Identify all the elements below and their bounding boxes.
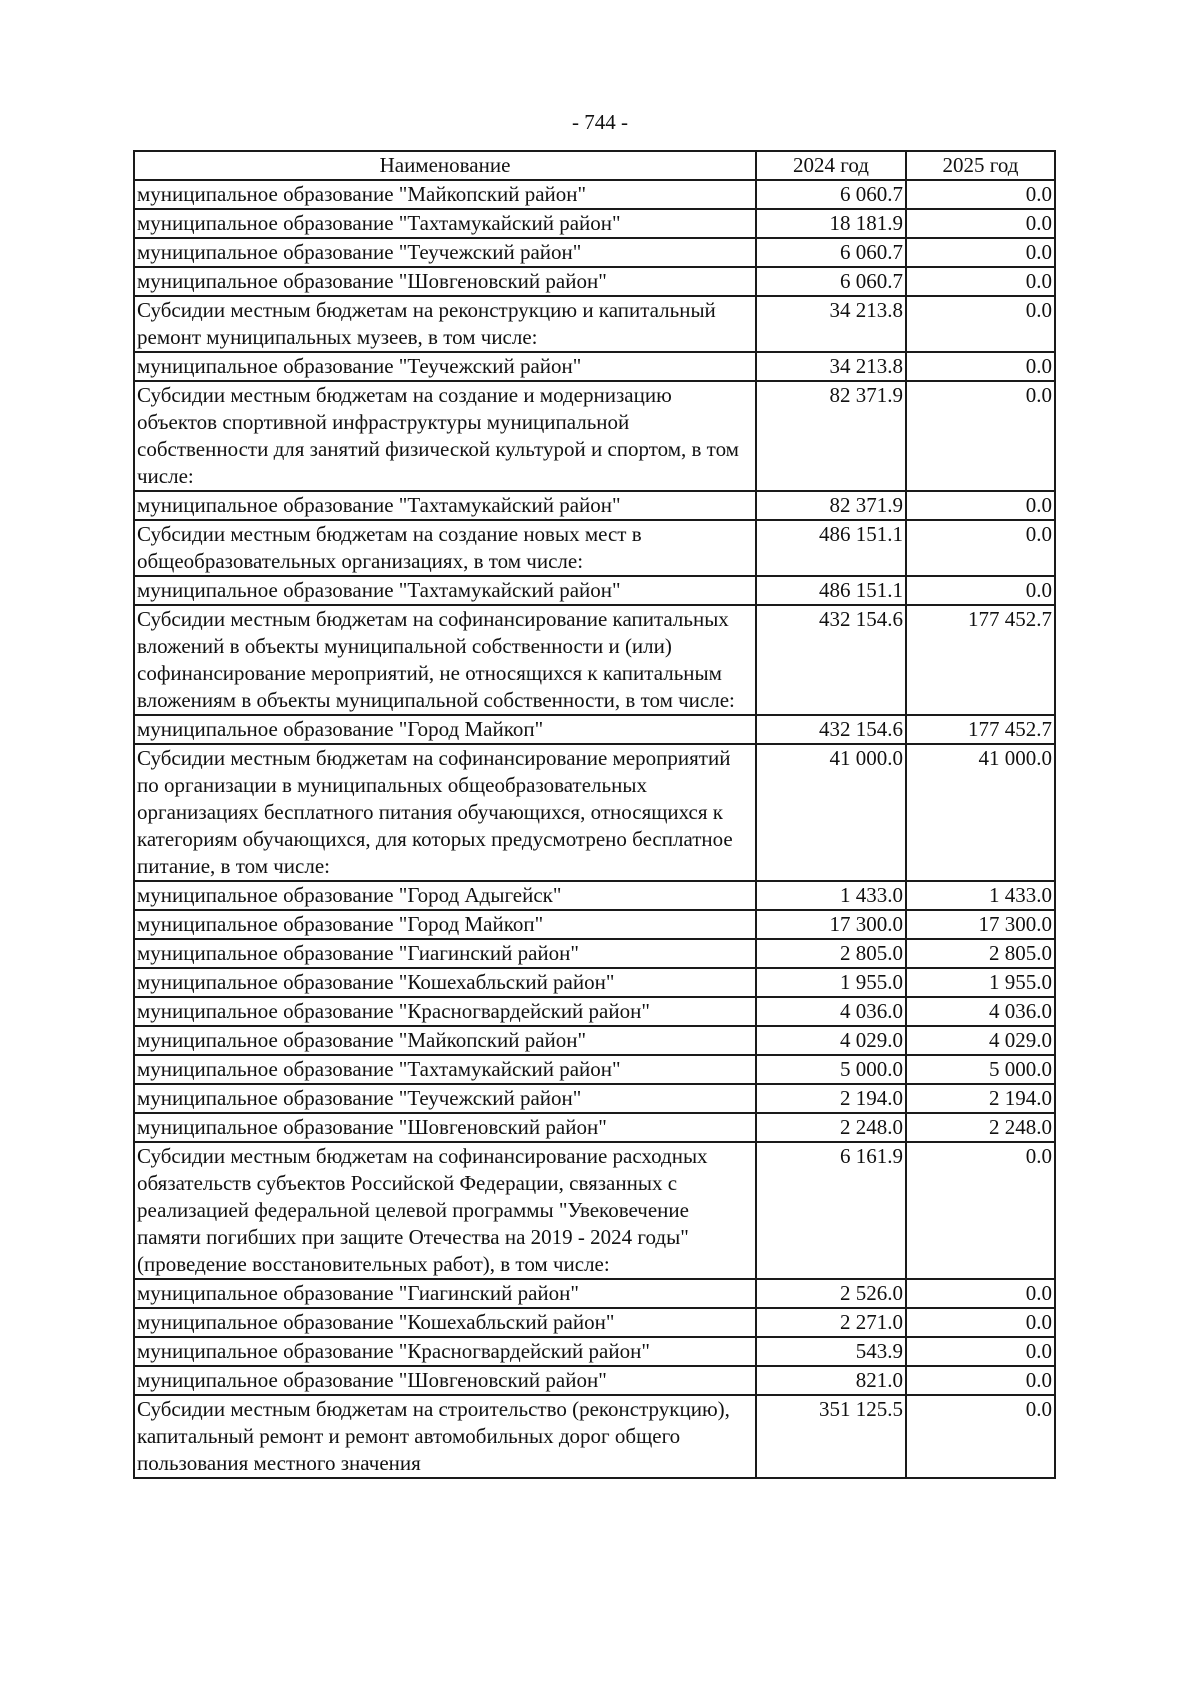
table-row xyxy=(134,576,1055,605)
table-row xyxy=(134,997,1055,1026)
row-value-2025: 0.0 xyxy=(906,1395,1055,1478)
table-row xyxy=(134,352,1055,381)
row-value-2025: 0.0 xyxy=(906,352,1055,381)
table-row xyxy=(134,1337,1055,1366)
row-value-2025: 4 036.0 xyxy=(906,997,1055,1026)
row-value-2024: 4 036.0 xyxy=(756,997,906,1026)
row-value-2025: 177 452.7 xyxy=(906,605,1055,715)
row-value-2024: 17 300.0 xyxy=(756,910,906,939)
row-value-2024: 486 151.1 xyxy=(756,520,906,576)
row-value-2025: 0.0 xyxy=(906,238,1055,267)
row-value-2024: 1 955.0 xyxy=(756,968,906,997)
table-row xyxy=(134,238,1055,267)
column-header-2024: 2024 год xyxy=(756,151,906,180)
row-value-2024: 486 151.1 xyxy=(756,576,906,605)
row-value-2024: 2 805.0 xyxy=(756,939,906,968)
table-row xyxy=(134,1308,1055,1337)
column-header-2025: 2025 год xyxy=(906,151,1055,180)
row-value-2024: 821.0 xyxy=(756,1366,906,1395)
row-value-2025: 0.0 xyxy=(906,296,1055,352)
row-value-2024: 543.9 xyxy=(756,1337,906,1366)
row-value-2025: 0.0 xyxy=(906,381,1055,491)
table-row xyxy=(134,1113,1055,1142)
row-name: муниципальное образование "Город Майкоп" xyxy=(134,910,756,939)
row-name: муниципальное образование "Кошехабльский район" xyxy=(134,1308,756,1337)
row-value-2024: 432 154.6 xyxy=(756,715,906,744)
row-name: Субсидии местным бюджетам на софинансирование мероприятий по организации в муниципальных общеобразовательных организациях бесплатного питания обучающихся, относящихся к категориям обучающихся, для которых предусмотрено бесплатное питание, в том числе: xyxy=(134,744,756,881)
table-row-group-total xyxy=(134,1142,1055,1279)
row-name: муниципальное образование "Город Адыгейск" xyxy=(134,881,756,910)
row-value-2025: 1 955.0 xyxy=(906,968,1055,997)
row-name: муниципальное образование "Город Майкоп" xyxy=(134,715,756,744)
row-value-2025: 0.0 xyxy=(906,1337,1055,1366)
row-name: муниципальное образование "Теучежский район" xyxy=(134,238,756,267)
row-name: муниципальное образование "Шовгеновский район" xyxy=(134,1113,756,1142)
row-name: муниципальное образование "Тахтамукайский район" xyxy=(134,491,756,520)
table-row xyxy=(134,180,1055,209)
row-value-2024: 2 526.0 xyxy=(756,1279,906,1308)
row-value-2024: 82 371.9 xyxy=(756,381,906,491)
row-value-2024: 41 000.0 xyxy=(756,744,906,881)
table-row-group-total xyxy=(134,296,1055,352)
row-value-2025: 2 248.0 xyxy=(906,1113,1055,1142)
row-value-2024: 6 060.7 xyxy=(756,180,906,209)
row-name: муниципальное образование "Кошехабльский район" xyxy=(134,968,756,997)
table-row-group-total xyxy=(134,520,1055,576)
row-name: муниципальное образование "Гиагинский район" xyxy=(134,1279,756,1308)
row-value-2025: 41 000.0 xyxy=(906,744,1055,881)
table-row xyxy=(134,1366,1055,1395)
row-name: муниципальное образование "Тахтамукайский район" xyxy=(134,209,756,238)
budget-table xyxy=(133,150,1056,1479)
row-value-2024: 18 181.9 xyxy=(756,209,906,238)
row-name: муниципальное образование "Шовгеновский район" xyxy=(134,1366,756,1395)
table-row-group-total xyxy=(134,1395,1055,1478)
table-row xyxy=(134,209,1055,238)
table-row xyxy=(134,267,1055,296)
row-name: Субсидии местным бюджетам на софинансирование расходных обязательств субъектов Российской Федерации, связанных с реализацией федеральной целевой программы "Увековечение памяти погибших при защите Отечества на 2019 - 2024 годы" (проведение восстановительных работ), в том числе: xyxy=(134,1142,756,1279)
table-row xyxy=(134,939,1055,968)
row-value-2025: 2 194.0 xyxy=(906,1084,1055,1113)
row-name: муниципальное образование "Шовгеновский район" xyxy=(134,267,756,296)
row-name: муниципальное образование "Красногвардейский район" xyxy=(134,1337,756,1366)
row-value-2025: 4 029.0 xyxy=(906,1026,1055,1055)
row-value-2025: 17 300.0 xyxy=(906,910,1055,939)
table-row xyxy=(134,1055,1055,1084)
row-name: Субсидии местным бюджетам на реконструкцию и капитальный ремонт муниципальных музеев, в том числе: xyxy=(134,296,756,352)
row-value-2024: 6 060.7 xyxy=(756,238,906,267)
row-value-2024: 2 194.0 xyxy=(756,1084,906,1113)
column-header-name: Наименование xyxy=(134,151,756,180)
row-value-2025: 177 452.7 xyxy=(906,715,1055,744)
row-value-2024: 4 029.0 xyxy=(756,1026,906,1055)
page-number: - 744 - xyxy=(572,110,628,134)
row-value-2025: 0.0 xyxy=(906,1142,1055,1279)
row-value-2025: 0.0 xyxy=(906,267,1055,296)
row-value-2024: 2 248.0 xyxy=(756,1113,906,1142)
row-name: Субсидии местным бюджетам на создание и модернизацию объектов спортивной инфраструктуры муниципальной собственности для занятий физической культурой и спортом, в том числе: xyxy=(134,381,756,491)
row-value-2024: 34 213.8 xyxy=(756,352,906,381)
row-name: муниципальное образование "Теучежский район" xyxy=(134,1084,756,1113)
table-row-group-total xyxy=(134,605,1055,715)
row-name: муниципальное образование "Тахтамукайский район" xyxy=(134,1055,756,1084)
row-name: муниципальное образование "Гиагинский район" xyxy=(134,939,756,968)
row-name: муниципальное образование "Тахтамукайский район" xyxy=(134,576,756,605)
row-value-2025: 5 000.0 xyxy=(906,1055,1055,1084)
row-value-2025: 0.0 xyxy=(906,576,1055,605)
row-value-2025: 0.0 xyxy=(906,491,1055,520)
row-name: Субсидии местным бюджетам на строительство (реконструкцию), капитальный ремонт и ремонт автомобильных дорог общего пользования местного значения xyxy=(134,1395,756,1478)
table-row xyxy=(134,910,1055,939)
table-row xyxy=(134,968,1055,997)
row-value-2024: 351 125.5 xyxy=(756,1395,906,1478)
row-name: муниципальное образование "Майкопский район" xyxy=(134,180,756,209)
row-value-2024: 2 271.0 xyxy=(756,1308,906,1337)
row-value-2024: 432 154.6 xyxy=(756,605,906,715)
table-row xyxy=(134,715,1055,744)
table-row xyxy=(134,1279,1055,1308)
table-row-group-total xyxy=(134,744,1055,881)
table-row xyxy=(134,1026,1055,1055)
row-value-2024: 6 060.7 xyxy=(756,267,906,296)
row-value-2025: 0.0 xyxy=(906,1366,1055,1395)
row-name: муниципальное образование "Майкопский район" xyxy=(134,1026,756,1055)
row-value-2025: 0.0 xyxy=(906,180,1055,209)
row-value-2025: 0.0 xyxy=(906,520,1055,576)
table-row xyxy=(134,881,1055,910)
row-name: муниципальное образование "Красногвардейский район" xyxy=(134,997,756,1026)
table-row xyxy=(134,1084,1055,1113)
row-name: Субсидии местным бюджетам на софинансирование капитальных вложений в объекты муниципальной собственности и (или) софинансирование мероприятий, не относящихся к капитальным вложениям в объекты муниципальной собственности, в том числе: xyxy=(134,605,756,715)
table-header-row xyxy=(134,151,1055,180)
row-value-2025: 2 805.0 xyxy=(906,939,1055,968)
row-value-2025: 1 433.0 xyxy=(906,881,1055,910)
row-value-2025: 0.0 xyxy=(906,1279,1055,1308)
table-row xyxy=(134,491,1055,520)
row-value-2024: 1 433.0 xyxy=(756,881,906,910)
row-value-2024: 82 371.9 xyxy=(756,491,906,520)
row-value-2024: 34 213.8 xyxy=(756,296,906,352)
row-value-2025: 0.0 xyxy=(906,1308,1055,1337)
row-name: муниципальное образование "Теучежский район" xyxy=(134,352,756,381)
row-value-2025: 0.0 xyxy=(906,209,1055,238)
row-value-2024: 5 000.0 xyxy=(756,1055,906,1084)
row-value-2024: 6 161.9 xyxy=(756,1142,906,1279)
table-row-group-total xyxy=(134,381,1055,491)
row-name: Субсидии местным бюджетам на создание новых мест в общеобразовательных организациях, в том числе: xyxy=(134,520,756,576)
